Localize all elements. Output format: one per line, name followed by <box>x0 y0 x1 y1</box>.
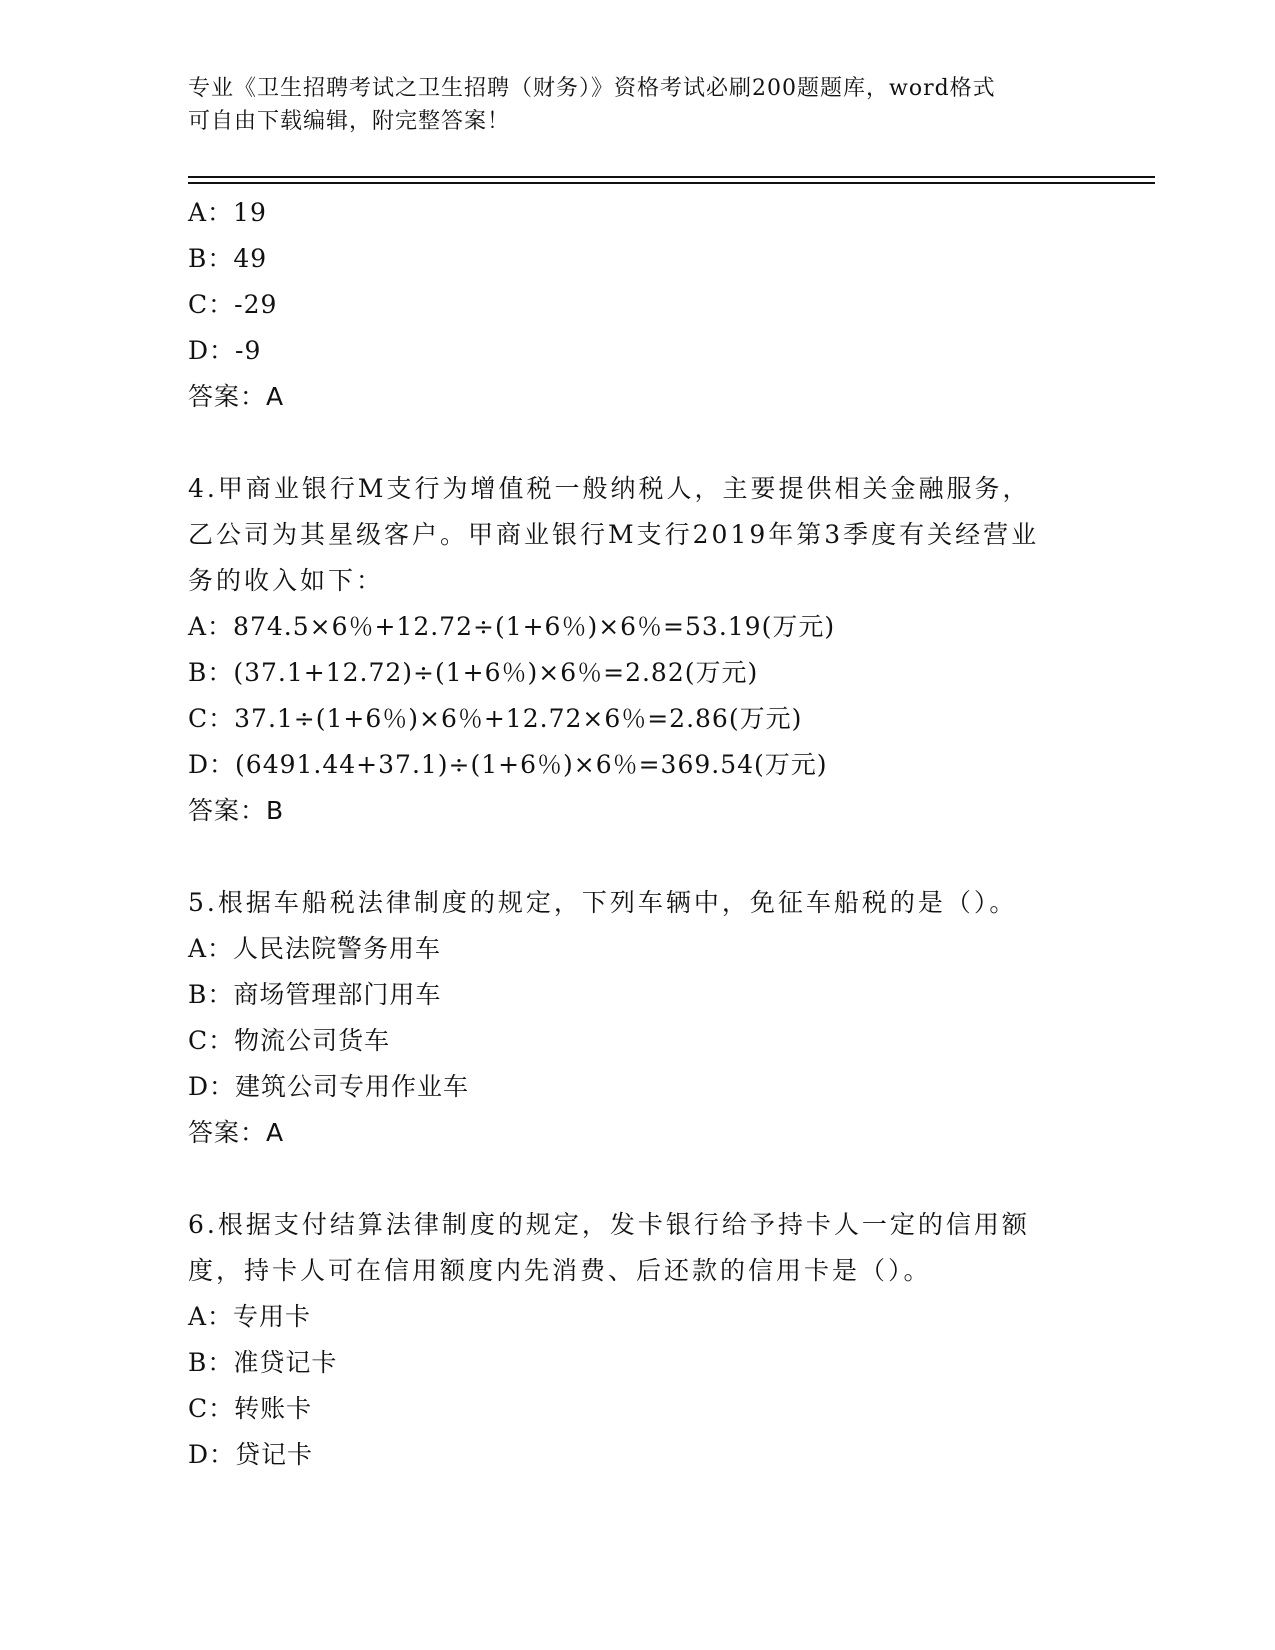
question-3 <box>188 190 1088 420</box>
question-6 <box>188 1202 1088 1478</box>
question-stem-line: 务的收入如下： <box>188 566 385 595</box>
question-stem <box>188 466 1068 604</box>
header-title-line-1: 专业《卫生招聘考试之卫生招聘（财务）》资格考试必刷200题题库，word格式 <box>188 76 996 101</box>
document-header <box>188 72 1088 138</box>
option-a: A：874.5×6％+12.72÷(1+6％)×6％=53.19(万元) <box>188 612 836 641</box>
option-a: A：人民法院警务用车 <box>188 934 442 963</box>
question-stem-line: 6.根据支付结算法律制度的规定，发卡银行给予持卡人一定的信用额 <box>188 1210 1030 1239</box>
question-stem-line: 乙公司为其星级客户。甲商业银行M支行2019年第3季度有关经营业 <box>188 520 1040 549</box>
question-stem <box>188 1202 1068 1294</box>
option-b: B：准贷记卡 <box>188 1348 338 1377</box>
spacer <box>188 420 1088 466</box>
answer-key: 答案：A <box>188 1118 285 1147</box>
option-b: B：商场管理部门用车 <box>188 980 442 1009</box>
option-a: A：专用卡 <box>188 1302 312 1331</box>
option-b: B：49 <box>188 244 268 273</box>
option-d: D：-9 <box>188 336 262 365</box>
header-title-line-2: 可自由下载编辑，附完整答案！ <box>188 109 511 134</box>
option-c: C：-29 <box>188 290 278 319</box>
question-stem-line: 度，持卡人可在信用额度内先消费、后还款的信用卡是（）。 <box>188 1256 932 1285</box>
answer-key: 答案：A <box>188 382 285 411</box>
question-4 <box>188 466 1088 834</box>
option-d: D：(6491.44+37.1)÷(1+6％)×6％=369.54(万元) <box>188 750 828 779</box>
spacer <box>188 1156 1088 1202</box>
option-c: C：物流公司货车 <box>188 1026 391 1055</box>
answer-key: 答案：B <box>188 796 285 825</box>
option-d: D：贷记卡 <box>188 1440 314 1469</box>
option-c: C：转账卡 <box>188 1394 313 1423</box>
header-divider-bottom <box>188 182 1155 184</box>
question-stem <box>188 880 1068 926</box>
header-divider-top <box>188 176 1155 178</box>
question-stem-line: 4.甲商业银行M支行为增值税一般纳税人，主要提供相关金融服务， <box>188 474 1031 503</box>
spacer <box>188 834 1088 880</box>
option-c: C：37.1÷(1+6％)×6％+12.72×6％=2.86(万元) <box>188 704 803 733</box>
question-list <box>188 190 1088 1478</box>
question-stem-line: 5.根据车船税法律制度的规定，下列车辆中，免征车船税的是（）。 <box>188 888 1018 917</box>
question-5 <box>188 880 1088 1156</box>
option-d: D：建筑公司专用作业车 <box>188 1072 470 1101</box>
option-a: A：19 <box>188 198 267 227</box>
option-b: B：(37.1+12.72)÷(1+6％)×6％=2.82(万元) <box>188 658 759 687</box>
